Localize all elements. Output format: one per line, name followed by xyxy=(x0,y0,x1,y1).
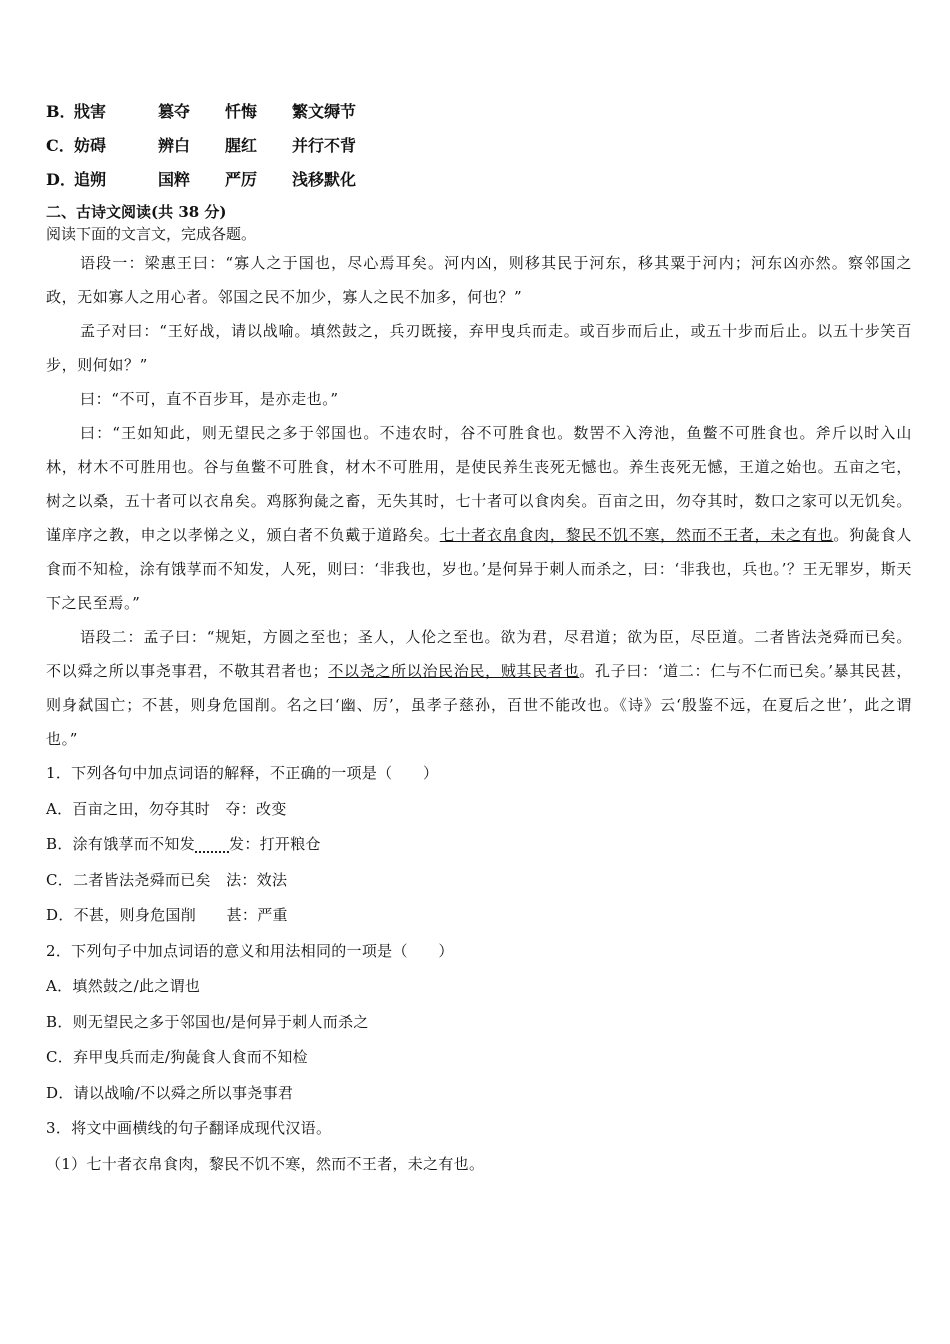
passage-text: 。狗彘食人食而不知检，涂有饿莩而不知发，人死，则曰：‘非我也，岁也。’是何异于刺人而杀之，曰：‘非我也，兵也。’？王无罪岁，斯天下之民至焉。” xyxy=(46,526,912,612)
option-text: B．涂有饿莩而不知发 xyxy=(46,835,196,853)
option-word: 浅移默化 xyxy=(292,170,357,189)
passage-text: 曰：“王如知此，则无望民之多于邻国也。不违农时，谷不可胜食也。数罟不入洿池，鱼鳖不可胜食也。斧斤以时入山林，材木不可胜用也。谷与鱼鳖不可胜食，材木不可胜用，是使民养生丧死无憾也。养生丧死无憾，王道之始也。五亩之宅，树之以桑，五十者可以衣帛矣。鸡豚狗彘之畜，无失其时，七十者可以食肉矣。百亩之田，勿夺其时，数口之家可以无饥矣。谨庠序之教，申之以孝悌之义，颁白者不负戴于道路矣。 xyxy=(46,424,912,544)
instruction: 阅读下面的文言文，完成各题。 xyxy=(46,225,257,243)
passage-text: 语段二：孟子曰：“规矩，方圆之至也；圣人，人伦之至也。欲为君，尽君道；欲为臣，尽臣道。二者皆法尧舜而已矣。不以舜之所以事尧事君，不敬其君者也； xyxy=(46,628,912,680)
passage-paragraph: 孟子对曰：“王好战，请以战喻。填然鼓之，兵刃既接，弃甲曳兵而走。或百步而后止，或五十步而后止。以五十步笑百步，则何如？” xyxy=(46,322,912,374)
option-word: 严厉 xyxy=(225,170,258,189)
option-letter: C． xyxy=(46,136,75,155)
underlined-sentence-2: 不以尧之所以治民治民，贼其民者也 xyxy=(328,662,580,680)
option-word: 辨白 xyxy=(158,136,191,155)
passage-paragraph: 语段一：梁惠王曰：“寡人之于国也，尽心焉耳矣。河内凶，则移其民于河东，移其粟于河内；河东凶亦然。察邻国之政，无如寡人之用心者。邻国之民不加少，寡人之民不加多，何也？” xyxy=(46,254,912,306)
question-2-option-a: A．填然鼓之/此之谓也 xyxy=(46,977,201,995)
option-word: 并行不背 xyxy=(292,136,357,155)
passage-paragraph xyxy=(46,620,912,756)
question-1-option-a: A．百亩之田，勿夺其时 夺：改变 xyxy=(46,799,287,818)
option-d-row xyxy=(46,166,912,200)
option-word: 忏悔 xyxy=(225,102,258,121)
question-2-option-c: C．弃甲曳兵而走/狗彘食人食而不知检 xyxy=(46,1048,308,1066)
option-word: 腥红 xyxy=(225,136,258,155)
question-2-option-d: D．请以战喻/不以舜之所以事尧事君 xyxy=(46,1083,294,1102)
question-1-option-b xyxy=(46,827,912,863)
passage-paragraph xyxy=(46,416,912,620)
question-3-stem: 3．将文中画横线的句子翻译成现代汉语。 xyxy=(46,1119,332,1137)
option-c-row xyxy=(46,132,912,166)
option-letter: D． xyxy=(46,170,76,189)
option-text: 发：打开粮仓 xyxy=(229,835,321,853)
option-word: 国粹 xyxy=(158,170,191,189)
option-word: 妨碍 xyxy=(74,136,107,155)
section-title: 二、古诗文阅读(共 38 分) xyxy=(46,203,227,221)
option-word: 篡夺 xyxy=(158,102,191,121)
underlined-sentence-1: 七十者衣帛食肉，黎民不饥不寒，然而不王者，未之有也 xyxy=(439,526,834,544)
option-word: 繁文缛节 xyxy=(292,102,357,121)
question-1-option-d: D．不甚，则身危国削 甚：严重 xyxy=(46,906,288,924)
classical-passage xyxy=(46,246,912,756)
question-1-option-c: C．二者皆法尧舜而已矣 法：效法 xyxy=(46,870,288,889)
questions xyxy=(46,756,912,1182)
previous-question-options xyxy=(46,98,912,200)
exam-page xyxy=(46,98,912,1182)
question-3-part-1: （1）七十者衣帛食肉，黎民不饥不寒，然而不王者，未之有也。 xyxy=(46,1154,485,1173)
question-1-stem: 1．下列各句中加点词语的解释，不正确的一项是（ ） xyxy=(46,764,439,782)
emphasis-dots xyxy=(195,837,229,853)
option-word: 追朔 xyxy=(74,170,107,189)
option-word: 戕害 xyxy=(74,102,107,121)
option-letter: B． xyxy=(46,102,76,121)
option-b-row xyxy=(46,98,912,132)
question-2-stem: 2．下列句子中加点词语的意义和用法相同的一项是（ ） xyxy=(46,941,454,960)
passage-text: 。孔子曰：‘道二：仁与不仁而已矣。’暴其民甚，则身弑国亡；不甚，则身危国削。名之曰‘幽、厉’，虽孝子慈孙，百世不能改也。《诗》云‘殷鉴不远，在夏后之世’，此之谓也。” xyxy=(46,662,912,748)
question-2-option-b: B．则无望民之多于邻国也/是何异于刺人而杀之 xyxy=(46,1012,369,1031)
passage-paragraph: 曰：“不可，直不百步耳，是亦走也。” xyxy=(80,390,339,408)
